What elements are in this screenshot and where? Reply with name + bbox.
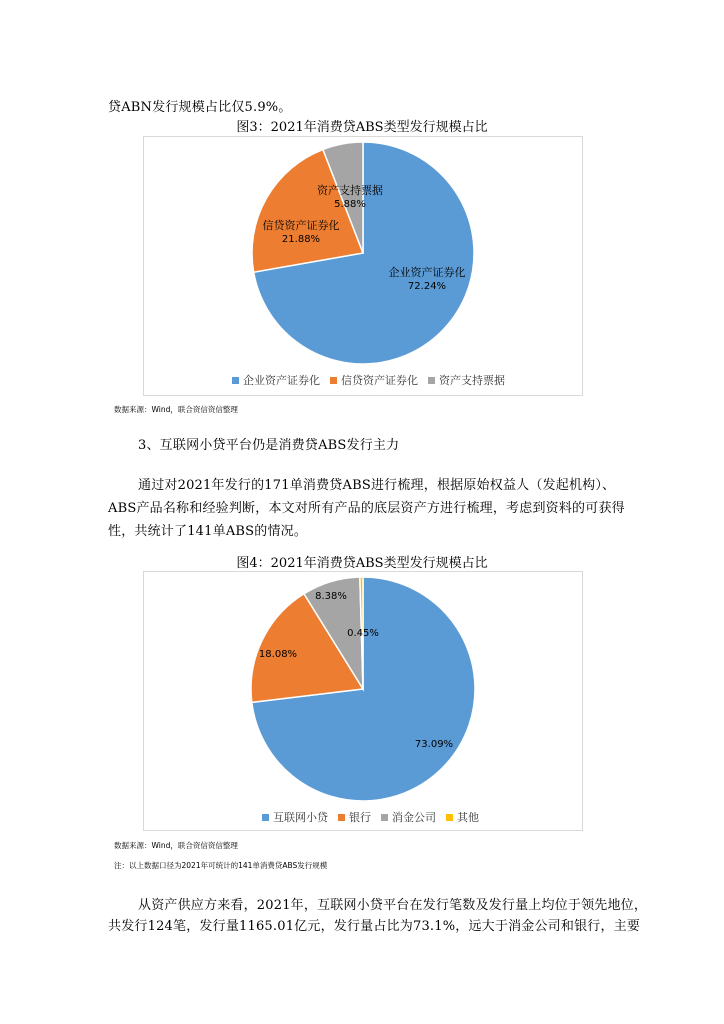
figure3-caption: 图3：2021年消费贷ABS类型发行规模占比 (236, 120, 488, 135)
slice-value-label-0: 72.24% (407, 281, 447, 292)
legend-label-2: 消金公司 (392, 811, 436, 824)
legend-label-1: 信贷资产证券化 (341, 374, 418, 387)
legend-swatch-2 (381, 814, 388, 821)
figure4-pie-svg (144, 572, 582, 830)
figure3-pie-svg (144, 137, 582, 395)
slice-category-label-0: 企业资产证券化 (388, 266, 466, 279)
figure3-source: 数据来源：Wind，联合资信资信整理 (114, 405, 238, 414)
figure4-source: 数据来源：Wind，联合资信资信整理 (114, 841, 238, 850)
slice-category-label-2: 资产支持票据 (317, 184, 383, 197)
legend-swatch-0 (232, 377, 239, 384)
legend-swatch-0 (262, 814, 269, 821)
legend-swatch-2 (428, 377, 435, 384)
legend-swatch-1 (330, 377, 337, 384)
figure4-note: 注：以上数据口径为2021年可统计的141单消费贷ABS发行规模 (114, 861, 328, 870)
section3-line-3: 性，共统计了141单ABS的情况。 (108, 524, 308, 539)
closing-line-2: 共发行124笔，发行量1165.01亿元，发行量占比为73.1%，远大于消金公司和银行，主要 (108, 919, 641, 934)
legend-label-3: 其他 (457, 811, 479, 824)
slice-value-label-0: 73.09% (414, 739, 454, 750)
slice-value-label-3: 0.45% (347, 628, 379, 639)
slice-value-label-1: 18.08% (258, 649, 298, 660)
legend-label-2: 资产支持票据 (439, 374, 505, 387)
slice-category-label-1: 信贷资产证券化 (262, 219, 340, 232)
section3-line-2: ABS产品名称和经验判断，本文对所有产品的底层资产方进行梳理，考虑到资料的可获得 (108, 501, 625, 516)
legend-label-0: 互联网小贷 (273, 811, 328, 824)
legend-label-0: 企业资产证券化 (243, 374, 320, 387)
section3-line-1: 通过对2021年发行的171单消费贷ABS进行梳理，根据原始权益人（发起机构）、 (138, 478, 616, 493)
figure3-chart (143, 136, 583, 396)
slice-value-label-2: 5.88% (334, 199, 366, 210)
intro-line: 贷ABN发行规模占比仅5.9%。 (108, 100, 292, 115)
section3-heading: 3、互联网小贷平台仍是消费贷ABS发行主力 (138, 438, 400, 453)
closing-line-1: 从资产供应方来看，2021年，互联网小贷平台在发行笔数及发行量上均位于领先地位， (138, 898, 648, 913)
legend-swatch-3 (446, 814, 453, 821)
figure4-chart (143, 571, 583, 831)
slice-value-label-1: 21.88% (281, 234, 321, 245)
legend-swatch-1 (338, 814, 345, 821)
legend-label-1: 银行 (349, 811, 371, 824)
slice-value-label-2: 8.38% (315, 591, 347, 602)
figure4-caption: 图4：2021年消费贷ABS类型发行规模占比 (236, 556, 488, 571)
